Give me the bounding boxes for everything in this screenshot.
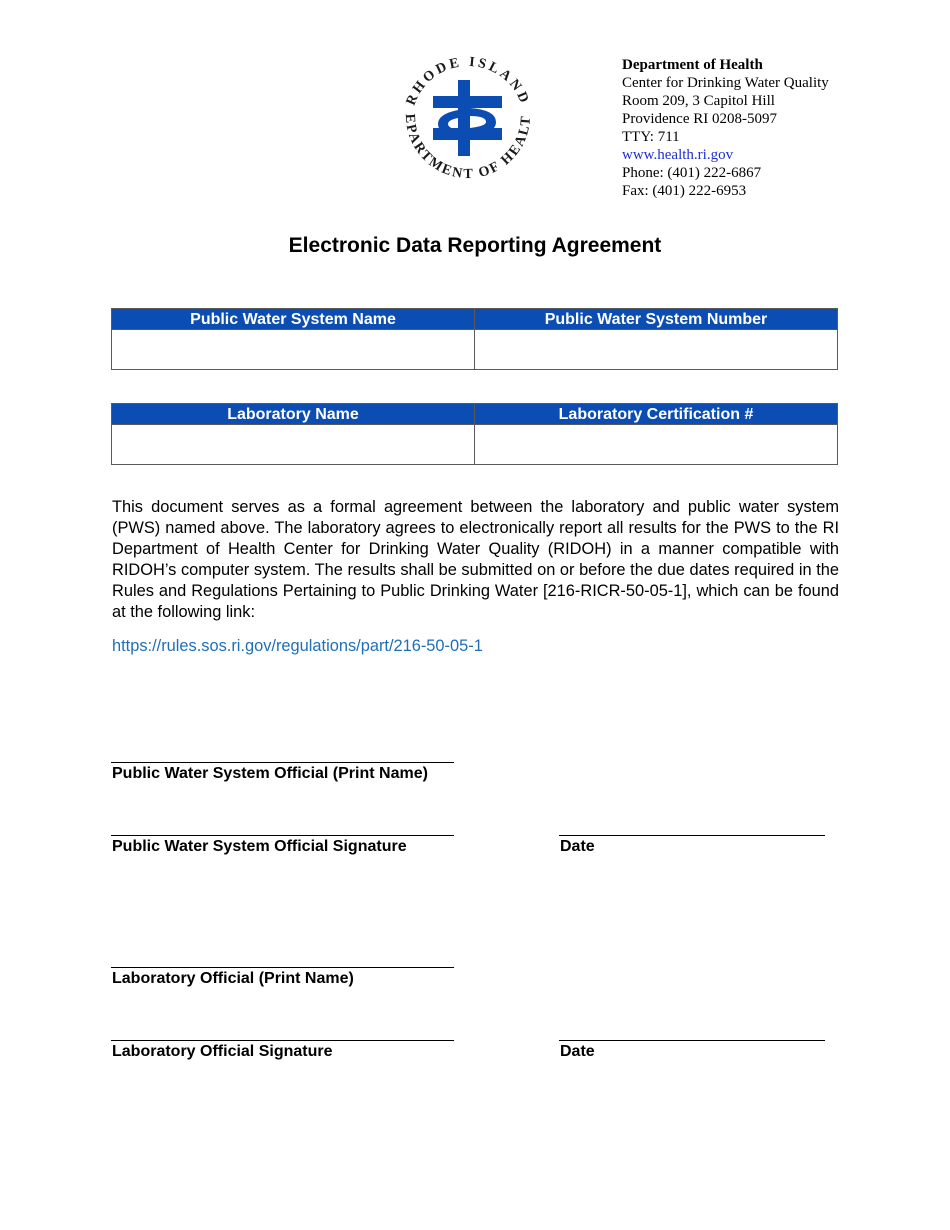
agreement-paragraph: This document serves as a formal agreement between the laboratory and public water system (PWS) named above. The laboratory agrees to electronically report all results for the PWS to the RI Department of Health Center for Drinking Water Quality (RIDOH) in a manner compatible with RIDOH’s computer system. The results shall be submitted on or before the due dates required in the Rules and Regulations Pertaining to Public Drinking Water [216-RICR-50-05-1], which can be found at the following link:	[112, 498, 839, 621]
pws-print-name-label: Public Water System Official (Print Name)	[112, 765, 428, 782]
seal-top-text: RHODE ISLAND	[403, 54, 533, 108]
pws-signature-label: Public Water System Official Signature	[112, 838, 407, 855]
lab-signature-label: Laboratory Official Signature	[112, 1043, 333, 1060]
system-name-field[interactable]	[112, 330, 475, 370]
fax-number: Fax: (401) 222-6953	[622, 183, 747, 199]
tty-number: TTY: 711	[622, 129, 680, 145]
pws-date-label: Date	[560, 838, 595, 855]
pws-signature-line[interactable]	[111, 835, 454, 836]
laboratory-cert-header: Laboratory Certification #	[475, 404, 838, 425]
phone-number: Phone: (401) 222-6867	[622, 165, 762, 181]
system-number-header: Public Water System Number	[475, 309, 838, 330]
laboratory-cert-field[interactable]	[475, 425, 838, 465]
lab-signature-line[interactable]	[111, 1040, 454, 1041]
city-address: Providence RI 0208-5097	[622, 111, 777, 127]
laboratory-name-field[interactable]	[112, 425, 475, 465]
pws-date-line[interactable]	[559, 835, 825, 836]
page-title: Electronic Data Reporting Agreement	[288, 234, 662, 257]
seal-graphic	[398, 52, 538, 192]
room-address: Room 209, 3 Capitol Hill	[622, 93, 775, 109]
lab-print-name-label: Laboratory Official (Print Name)	[112, 970, 354, 987]
pws-print-name-line[interactable]	[111, 762, 454, 763]
address-block	[622, 56, 829, 200]
system-number-field[interactable]	[475, 330, 838, 370]
system-name-header: Public Water System Name	[112, 309, 475, 330]
department-name: Department of Health	[622, 57, 763, 73]
lab-date-label: Date	[560, 1043, 595, 1060]
laboratory-name-header: Laboratory Name	[112, 404, 475, 425]
lab-print-name-line[interactable]	[111, 967, 454, 968]
lab-date-line[interactable]	[559, 1040, 825, 1041]
system-info-table	[111, 308, 838, 370]
regulations-link[interactable]: https://rules.sos.ri.gov/regulations/part/216-50-05-1	[112, 637, 483, 655]
seal-bottom-text: EPARTMENT OF HEALT	[401, 113, 535, 183]
laboratory-info-table	[111, 403, 838, 465]
ridoh-seal-logo	[398, 52, 538, 192]
website-link[interactable]: www.health.ri.gov	[622, 147, 734, 163]
seal-emblem-icon	[433, 80, 502, 156]
center-name: Center for Drinking Water Quality	[622, 75, 829, 91]
